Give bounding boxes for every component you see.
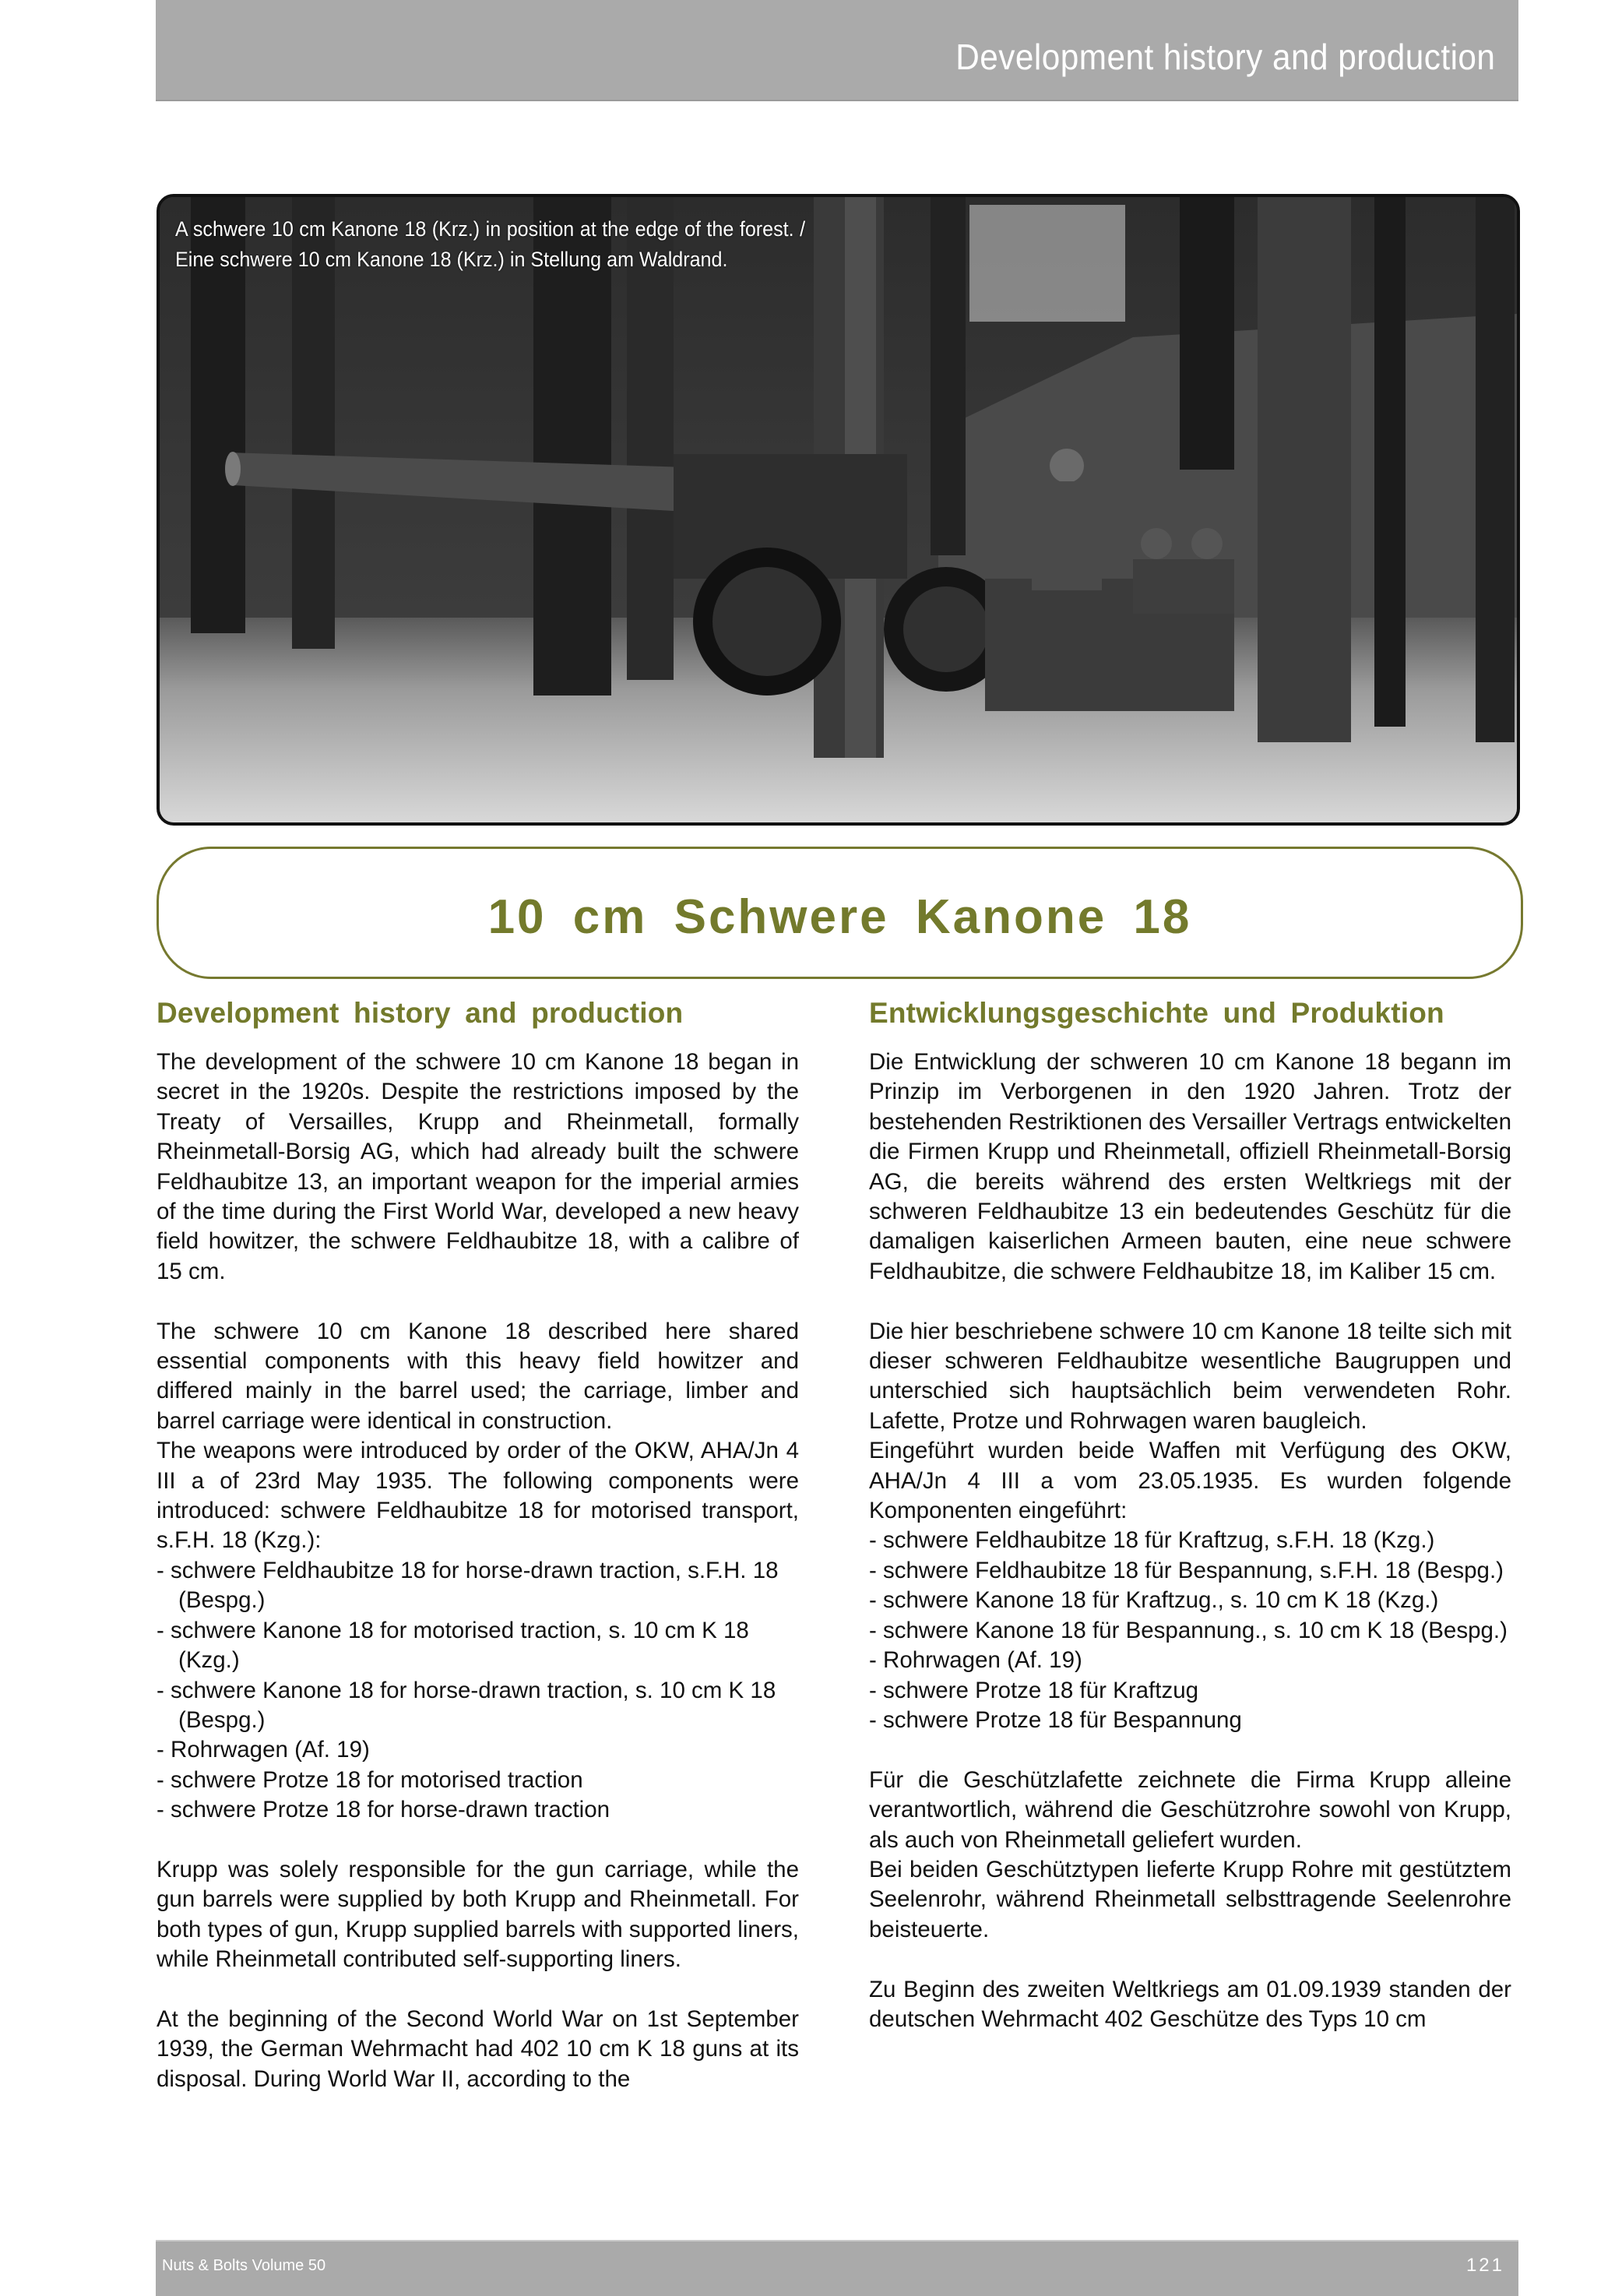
german-heading: Entwicklungsgeschichte und Produktion (869, 997, 1444, 1029)
german-list-item: - schwere Kanone 18 für Kraftzug., s. 10 cm K 18 (Kzg.) (869, 1587, 1439, 1614)
publication-name: Nuts & Bolts Volume 50 (162, 2257, 326, 2274)
german-list-item: - schwere Feldhaubitze 18 für Kraftzug, s.F.H. 18 (Kzg.) (869, 1527, 1435, 1554)
footer-bar (156, 2240, 1518, 2296)
german-body (869, 1048, 1511, 2034)
english-paragraph-4: Krupp was solely responsible for the gun carriage, while the gun barrels were supplied by both Krupp and Rheinmetall. For both types of gun, Krupp supplied barrels with supported liners, while Rheinmetall contributed self-supporting liners. (157, 1856, 799, 1973)
german-paragraph-1: Die Entwicklung der schweren 10 cm Kanone 18 begann im Prinzip im Verborgenen in den 1920 Jahren. Trotz der bestehenden Restriktionen des Versailler Vertrags entwickelten die Firmen Krupp und Rheinmetall, offiziell Rheinmetall-Borsig AG, die bereits während des ersten Weltkriegs mit der schweren Feldhaubitze 13 ein bedeutendes Geschütz für die damaligen kaiserlichen Armeen bauten, eine neue schwere Feldhaubitze, die schwere Feldhaubitze 18, im Kaliber 15 cm. (869, 1049, 1511, 1284)
german-list-item: - Rohrwagen (Af. 19) (869, 1647, 1082, 1674)
german-paragraph-5: Bei beiden Geschütztypen lieferte Krupp Rohre mit gestütztem Seelenrohr, während Rheinmetall selbsttragende Seelenrohre beisteuerte. (869, 1856, 1511, 1942)
english-list-item: - schwere Feldhaubitze 18 for horse-drawn traction, s.F.H. 18 (Bespg.) (157, 1557, 779, 1614)
title-box (157, 847, 1523, 979)
english-list-item: - schwere Kanone 18 for horse-drawn traction, s. 10 cm K 18 (Bespg.) (157, 1677, 776, 1733)
english-column (157, 989, 799, 2094)
header-bar (156, 0, 1518, 101)
photo-image (160, 197, 1517, 822)
english-paragraph-3: The weapons were introduced by order of the OKW, AHA/Jn 4 III a of 23rd May 1935. The following components were introduced: schwere Feldhaubitze 18 for motorised transport, s.F.H. 18 (Kzg.): (157, 1438, 799, 1554)
english-list-item: - schwere Protze 18 for motorised traction (157, 1766, 583, 1793)
german-paragraph-4: Für die Geschützlafette zeichnete die Firma Krupp alleine verantwortlich, während die Geschützrohre sowohl von Krupp, als auch von Rheinmetall geliefert wurden. (869, 1766, 1511, 1853)
german-column (869, 989, 1511, 2034)
article-title: 10 cm Schwere Kanone 18 (487, 890, 1192, 944)
german-list-item: - schwere Feldhaubitze 18 für Bespannung, s.F.H. 18 (Bespg.) (869, 1557, 1504, 1583)
english-heading: Development history and production (157, 997, 684, 1029)
english-list-item: - schwere Protze 18 for horse-drawn traction (157, 1797, 610, 1823)
english-paragraph-5: At the beginning of the Second World War on 1st September 1939, the German Wehrmacht had 402 10 cm K 18 guns at its disposal. During World War II, according to the (157, 2005, 799, 2092)
section-title: Development history and production (955, 37, 1495, 77)
german-paragraph-2: Die hier beschriebene schwere 10 cm Kanone 18 teilte sich mit dieser schweren Feldhaubitze wesentliche Baugruppen und unterschied sich hauptsächlich beim verwendeten Rohr. Lafette, Protze und Rohrwagen waren baugleich. (869, 1318, 1511, 1434)
german-paragraph-6: Zu Beginn des zweiten Weltkriegs am 01.09.1939 standen der deutschen Wehrmacht 402 Geschütze des Typs 10 cm (869, 1976, 1511, 2032)
english-paragraph-1: The development of the schwere 10 cm Kanone 18 began in secret in the 1920s. Despite the restrictions imposed by the Treaty of Versailles, Krupp and Rheinmetall, formally Rheinmetall-Borsig AG, which had already built the schwere Feldhaubitze 13, an important weapon for the imperial armies of the time during the First World War, developed a new heavy field howitzer, the schwere Feldhaubitze 18, with a calibre of 15 cm. (157, 1049, 799, 1284)
german-list-item: - schwere Protze 18 für Bespannung (869, 1706, 1242, 1733)
german-list-item: - schwere Protze 18 für Kraftzug (869, 1677, 1199, 1703)
german-paragraph-3: Eingeführt wurden beide Waffen mit Verfügung des OKW, AHA/Jn 4 III a vom 23.05.1935. Es wurden folgende Komponenten eingeführt: (869, 1438, 1511, 1524)
english-list-item: - Rohrwagen (Af. 19) (157, 1737, 370, 1763)
english-paragraph-2: The schwere 10 cm Kanone 18 described here shared essential components with this heavy field howitzer and differed mainly in the barrel used; the carriage, limber and barrel carriage were identical in construction. (157, 1318, 799, 1434)
english-list-item: - schwere Kanone 18 for motorised traction, s. 10 cm K 18 (Kzg.) (157, 1617, 749, 1674)
photo-field-gun (157, 194, 1520, 826)
german-list-item: - schwere Kanone 18 für Bespannung., s. 10 cm K 18 (Bespg.) (869, 1617, 1508, 1643)
photo-caption: A schwere 10 cm Kanone 18 (Krz.) in position at the edge of the forest. / Eine schwere 10 cm Kanone 18 (Krz.) in Stellung am Waldrand. (175, 217, 806, 271)
english-body (157, 1048, 799, 2094)
page-number: 121 (1465, 2255, 1504, 2276)
